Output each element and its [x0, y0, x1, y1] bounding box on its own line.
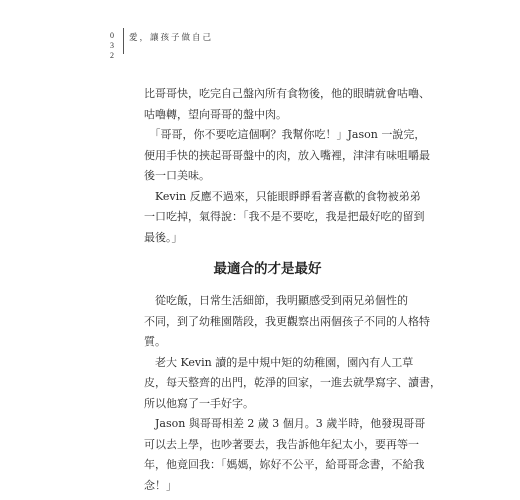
text-line: 後一口美味。	[144, 169, 210, 182]
text-line: 一口吃掉，氣得說：「我不是不要吃，我是把最好吃的留到	[144, 210, 425, 223]
text-line: 不同，到了幼稚園階段，我更觀察出兩個孩子不同的人格特	[144, 314, 430, 328]
text-line: 可以去上學，也吵著要去，我告訴他年紀太小，要再等一	[144, 437, 419, 451]
paragraph	[144, 414, 426, 496]
paragraph-block-1	[144, 84, 430, 248]
page-number	[107, 31, 117, 61]
running-title: 愛，讓孩子做自己	[129, 33, 214, 43]
paragraph	[144, 84, 430, 125]
text-line: 「哥哥，你不要吃這個啊？我幫你吃！」Jason 一說完，	[144, 128, 426, 141]
text-line: 年，他竟回我：「媽媽，妳好不公平，給哥哥念書，不給我	[144, 458, 425, 471]
text-line: 念！」	[144, 478, 177, 492]
paragraph	[144, 125, 430, 187]
paragraph	[144, 187, 425, 249]
text-line: Kevin 反應不過來，只能眼睜睜看著喜歡的食物被弟弟	[144, 189, 421, 203]
text-line: 比哥哥快，吃完自己盤內所有食物後，他的眼睛就會咕嚕、	[144, 87, 430, 100]
paragraph	[144, 353, 441, 415]
body-text	[144, 84, 441, 496]
text-line: 質。	[144, 335, 166, 348]
text-line: Jason 與哥哥相差 2 歲 3 個月。3 歲半時，他發現哥哥	[144, 417, 426, 430]
text-line: 老大 Kevin 讀的是中規中矩的幼稚園，園內有人工草	[144, 355, 414, 369]
header-divider	[123, 28, 124, 54]
text-line: 從吃飯，日常生活細節，我明顯感受到兩兄弟個性的	[144, 294, 408, 307]
page-number-digit: 3	[110, 41, 114, 50]
text-line: 咕嚕轉，望向哥哥的盤中肉。	[144, 107, 287, 121]
page-number-digit: 0	[110, 31, 114, 40]
text-line: 最後。」	[144, 230, 183, 244]
text-line: 便用手快的挾起哥哥盤中的肉，放入嘴裡，津津有味咀嚼最	[144, 148, 430, 162]
paragraph-block-2	[144, 291, 441, 496]
section-heading: 最適合的才是最好	[213, 261, 322, 277]
page-number-digit: 2	[110, 51, 114, 60]
text-line: 所以他寫了一手好字。	[144, 396, 254, 410]
paragraph	[144, 291, 430, 353]
text-line: 皮，每天整齊的出門，乾淨的回家，一進去就學寫字、讀書，	[144, 376, 441, 389]
